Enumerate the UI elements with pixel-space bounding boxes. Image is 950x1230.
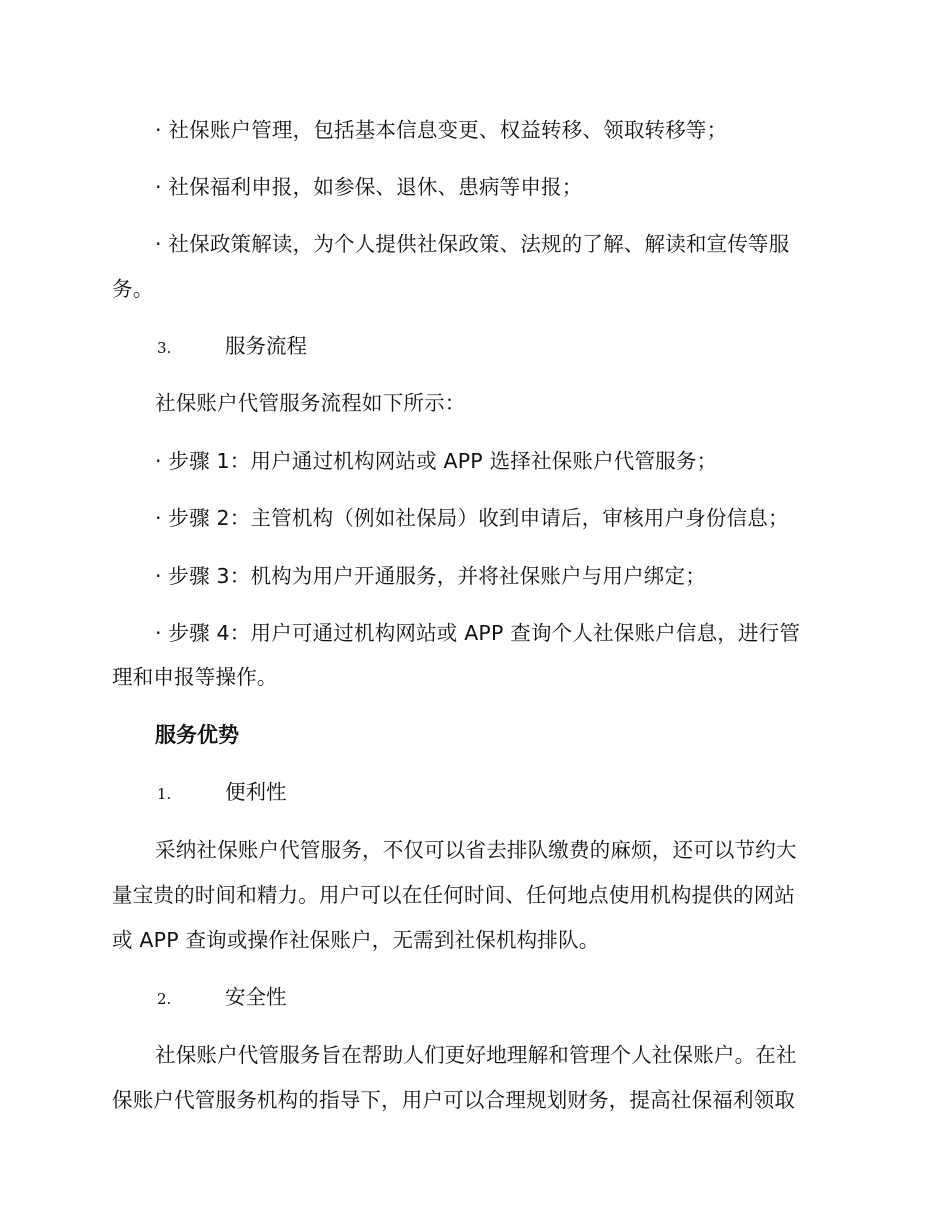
item-1-para-line2: 量宝贵的时间和精力。用户可以在任何时间、任何地点使用机构提供的网站 <box>112 883 796 907</box>
bullet-benefit-declaration: · 社保福利申报，如参保、退休、患病等申报； <box>155 175 583 199</box>
flow-intro: 社保账户代管服务流程如下所示： <box>155 391 466 415</box>
section-number: 3. <box>157 339 172 357</box>
step-1: · 步骤 1：用户通过机构网站或 APP 选择社保账户代管服务； <box>155 449 718 473</box>
step-3: · 步骤 3：机构为用户开通服务，并将社保账户与用户绑定； <box>155 564 706 588</box>
step-2: · 步骤 2：主管机构（例如社保局）收到申请后，审核用户身份信息； <box>155 506 789 530</box>
bullet-policy-line1: · 社保政策解读，为个人提供社保政策、法规的了解、解读和宣传等服 <box>155 232 790 256</box>
bullet-account-management: · 社保账户管理，包括基本信息变更、权益转移、领取转移等； <box>155 118 728 142</box>
item-1-para-line1: 采纳社保账户代管服务，不仅可以省去排队缴费的麻烦，还可以节约大 <box>155 838 797 862</box>
item-1-para-line3: 或 APP 查询或操作社保账户，无需到社保机构排队。 <box>112 928 600 952</box>
item-2-number: 2. <box>157 990 172 1008</box>
section-title: 服务流程 <box>225 334 307 358</box>
item-2-para-line2: 保账户代管服务机构的指导下，用户可以合理规划财务，提高社保福利领取 <box>112 1088 796 1112</box>
item-1-title: 便利性 <box>225 780 287 804</box>
step-4-line2: 理和申报等操作。 <box>112 665 278 689</box>
step-4-line1: · 步骤 4：用户可通过机构网站或 APP 查询个人社保账户信息，进行管 <box>155 621 801 645</box>
bullet-policy-line2: 务。 <box>112 277 154 301</box>
item-1-number: 1. <box>157 785 172 803</box>
advantages-heading: 服务优势 <box>155 723 239 747</box>
item-2-para-line1: 社保账户代管服务旨在帮助人们更好地理解和管理个人社保账户。在社 <box>155 1043 797 1067</box>
item-2-title: 安全性 <box>225 985 287 1009</box>
